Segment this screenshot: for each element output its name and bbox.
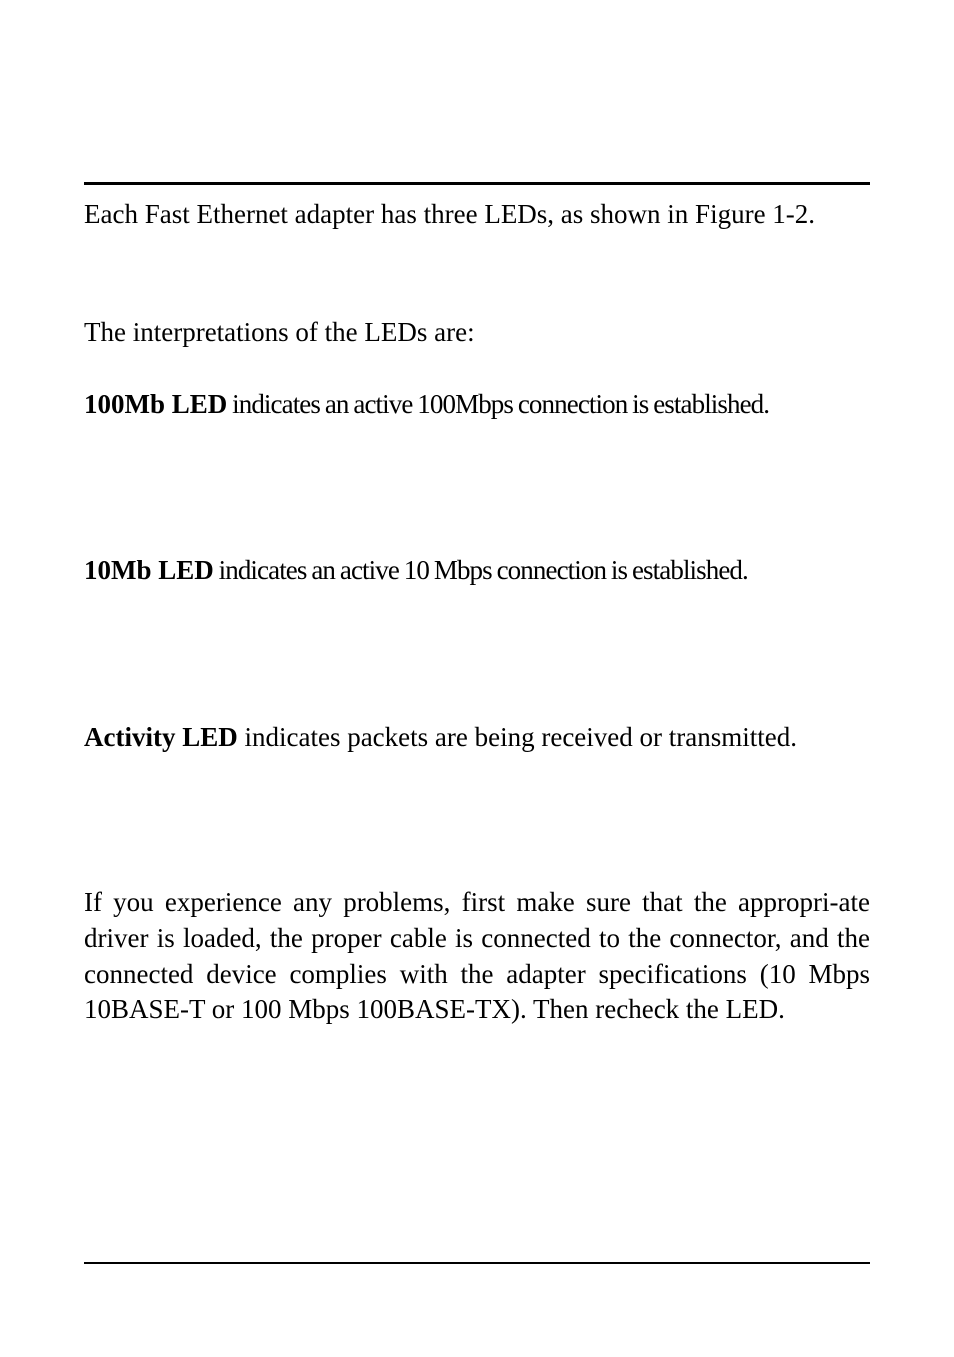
led-description-100mb: indicates an active 100Mbps connection is established. bbox=[227, 389, 770, 419]
led-term-activity: Activity LED bbox=[84, 722, 238, 752]
intro-text: Each Fast Ethernet adapter has three LEDs, as shown in Figure 1-2. bbox=[84, 199, 816, 229]
led-term-10mb: 10Mb LED bbox=[84, 555, 214, 585]
bottom-rule bbox=[84, 1262, 870, 1264]
led-item-100mb bbox=[84, 386, 769, 422]
led-item-10mb bbox=[84, 552, 748, 588]
interpretations-intro: The interpretations of the LEDs are: bbox=[84, 317, 475, 347]
troubleshooting-paragraph: If you experience any problems, first make sure that the appropri-ate driver is loaded, the proper cable is connected to the connector, and the connected device complies with the adapter specifications (10 Mbps 10BASE-T or 100 Mbps 100BASE-TX). Then recheck the LED. bbox=[84, 887, 870, 1025]
led-description-activity: indicates packets are being received or transmitted. bbox=[237, 722, 797, 752]
led-term-100mb: 100Mb LED bbox=[84, 389, 228, 419]
top-rule bbox=[84, 182, 870, 185]
led-item-activity bbox=[84, 719, 797, 755]
led-description-10mb: indicates an active 10 Mbps connection is established. bbox=[213, 555, 748, 585]
